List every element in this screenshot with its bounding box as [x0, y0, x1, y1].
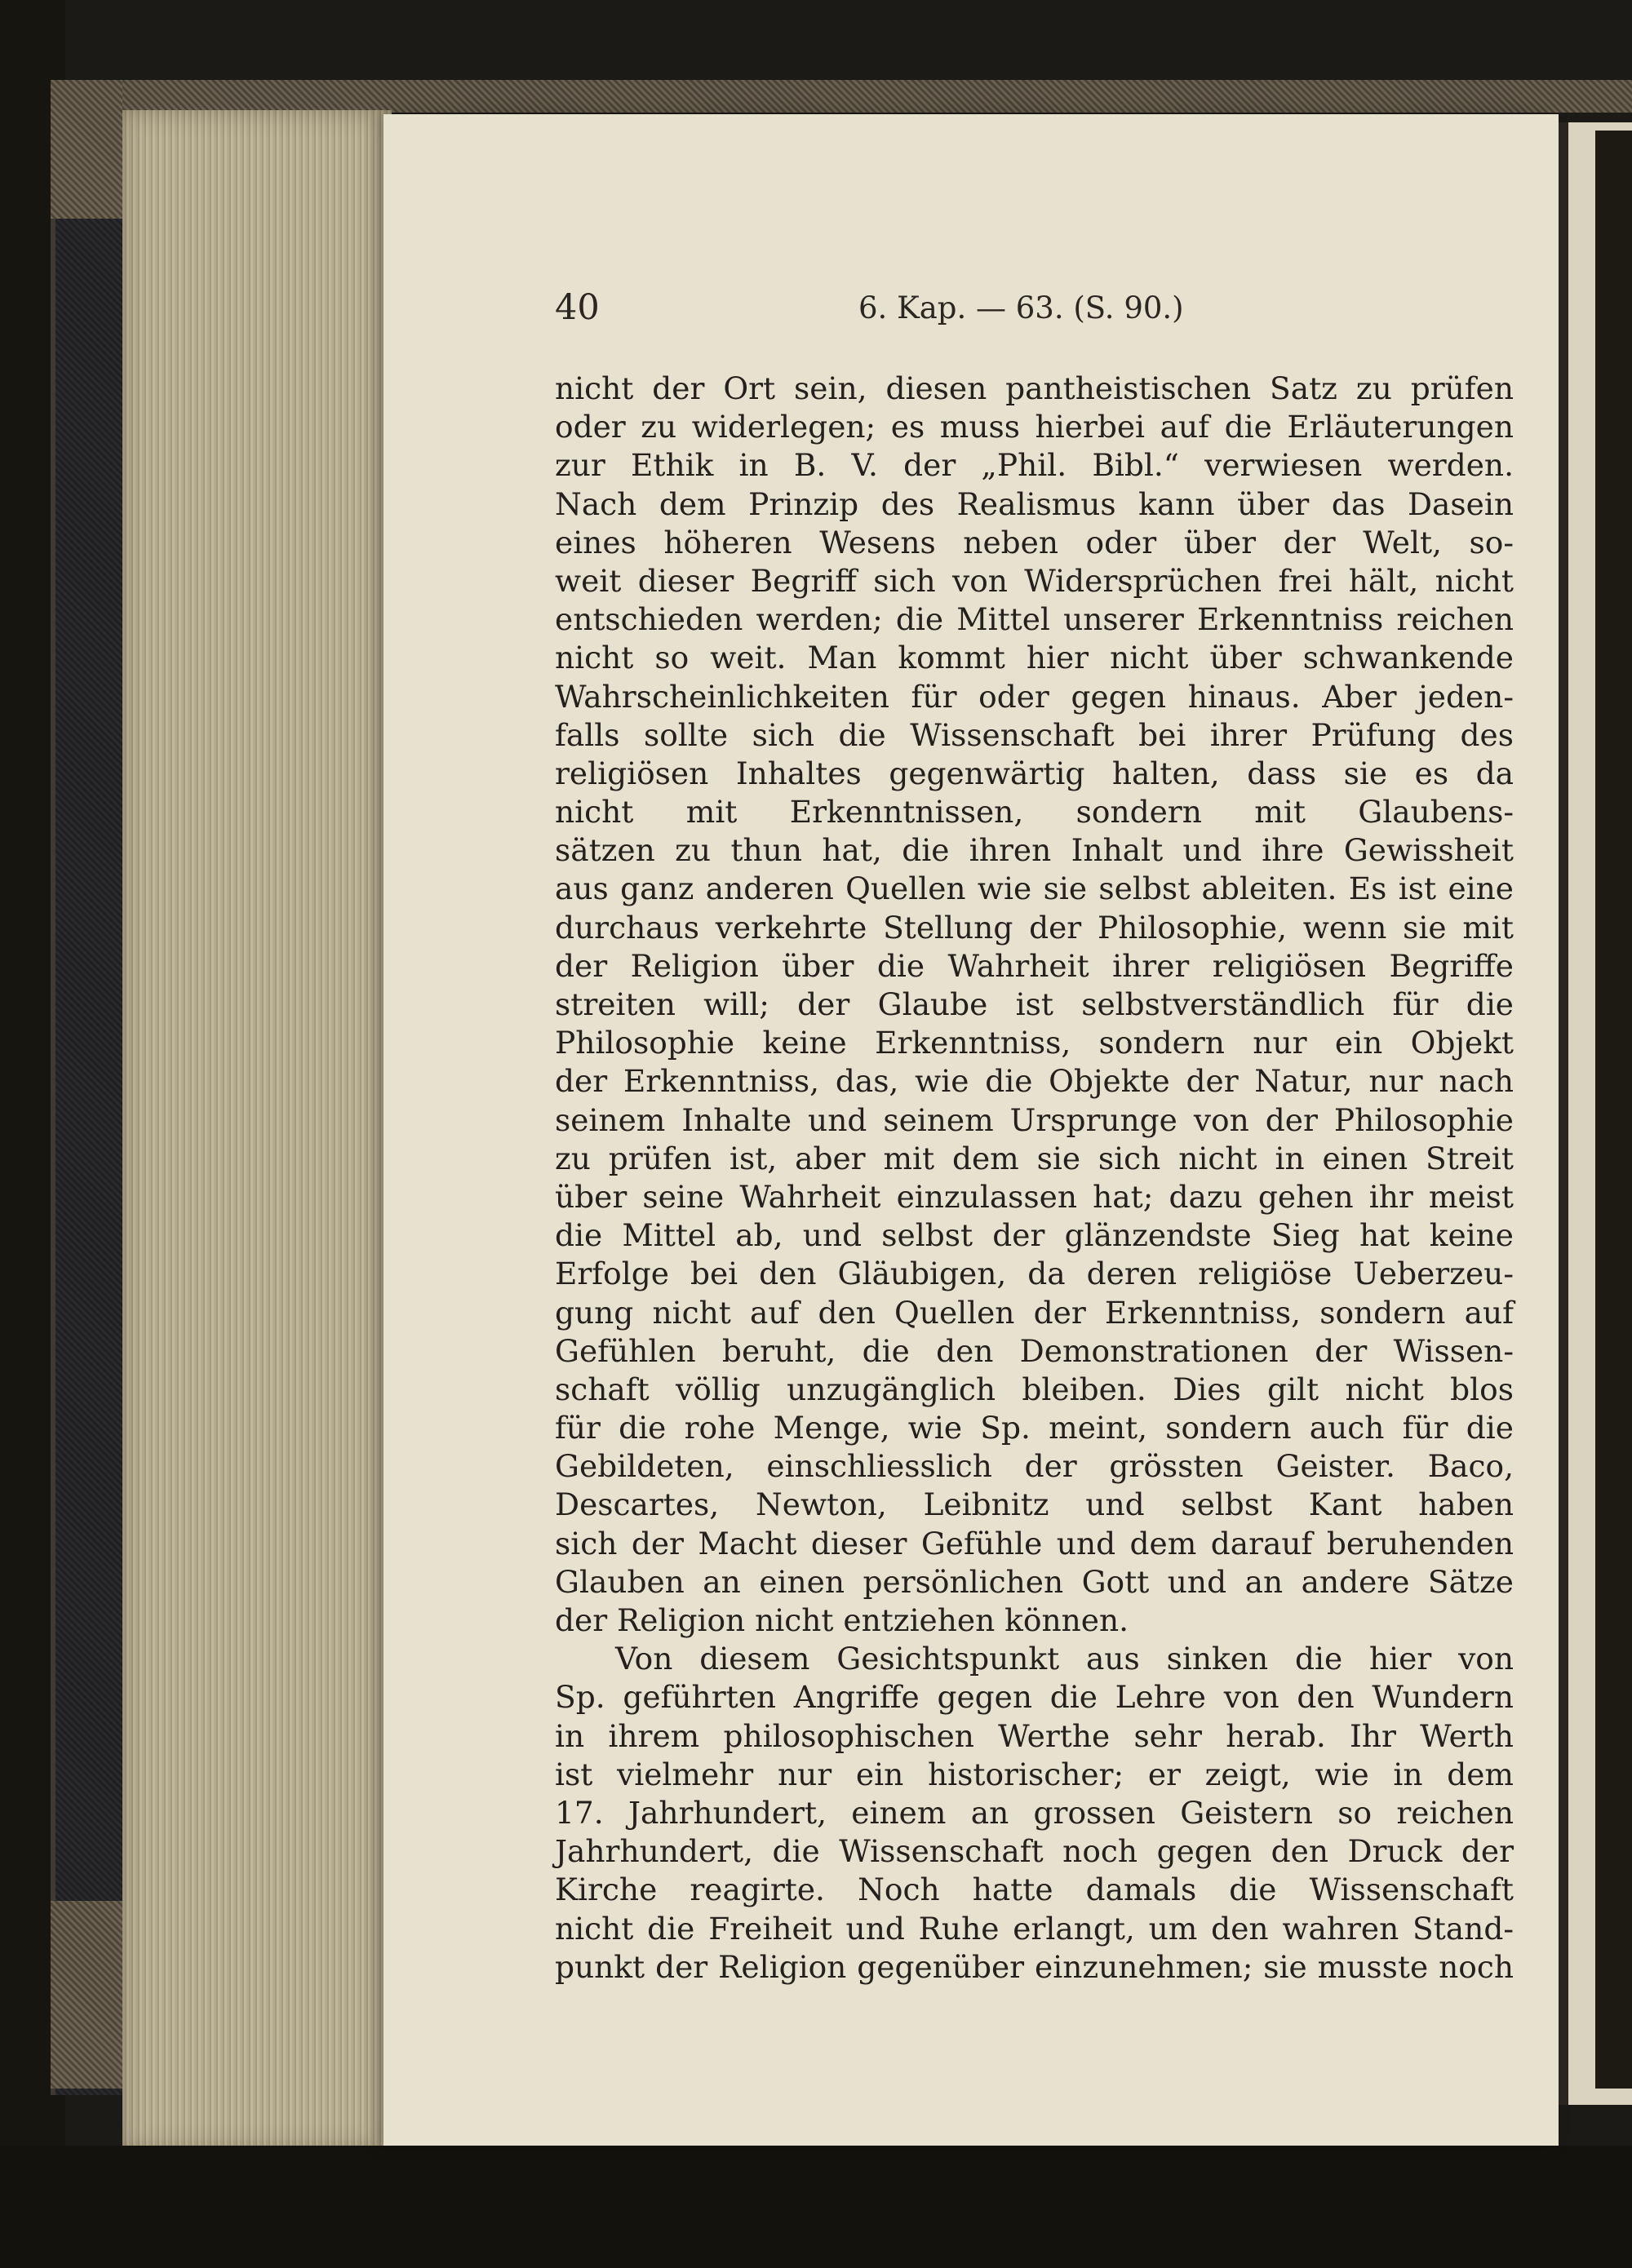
- text-line: streiten will; der Glaube ist selbstverständlich für die: [555, 986, 1514, 1022]
- page-number: 40: [555, 287, 600, 328]
- background-bottom: [0, 2146, 1632, 2268]
- facing-page-shadow: [1595, 131, 1632, 2089]
- running-title: 6. Kap. — 63. (S. 90.): [858, 290, 1184, 326]
- text-line: Jahrhundert, die Wissenschaft noch gegen den Druck der: [555, 1833, 1514, 1870]
- text-line: über seine Wahrheit einzulassen hat; dazu gehen ihr meist: [555, 1178, 1514, 1215]
- text-line: weit dieser Begriff sich von Widersprüchen frei hält, nicht: [555, 562, 1514, 599]
- text-line: gung nicht auf den Quellen der Erkenntniss, sondern auf: [555, 1294, 1514, 1331]
- text-line: Wahrscheinlichkeiten für oder gegen hinaus. Aber jeden-: [555, 678, 1514, 715]
- text-line: zu prüfen ist, aber mit dem sie sich nicht in einen Streit: [555, 1140, 1514, 1176]
- text-line: sich der Macht dieser Gefühle und dem darauf beruhenden: [555, 1525, 1514, 1561]
- page-edges: [122, 110, 392, 2150]
- text-line: Sp. geführten Angriffe gegen die Lehre von den Wundern: [555, 1679, 1514, 1716]
- text-line: durchaus verkehrte Stellung der Philosophie, wenn sie mit: [555, 909, 1514, 946]
- text-line: 17. Jahrhundert, einem an grossen Geistern so reichen: [555, 1794, 1514, 1831]
- paragraph-start-line: Von diesem Gesichtspunkt aus sinken die hier von: [615, 1641, 1514, 1677]
- text-line: für die rohe Menge, wie Sp. meint, sondern auch für die: [555, 1410, 1514, 1446]
- text-line: Glauben an einen persönlichen Gott und an andere Sätze: [555, 1563, 1514, 1600]
- text-line: Erfolge bei den Gläubigen, da deren religiöse Ueberzeu-: [555, 1256, 1514, 1292]
- text-line: nicht der Ort sein, diesen pantheistischen Satz zu prüfen: [555, 370, 1514, 406]
- paragraph-end-line: der Religion nicht entziehen können.: [555, 1602, 1129, 1638]
- text-line: eines höheren Wesens neben oder über der Welt, so-: [555, 524, 1514, 560]
- text-line: Gefühlen beruht, die den Demonstrationen der Wissen-: [555, 1332, 1514, 1369]
- text-line: religiösen Inhaltes gegenwärtig halten, dass sie es da: [555, 755, 1514, 791]
- cover-corner-top: [51, 80, 124, 219]
- text-line: in ihrem philosophischen Werthe sehr herab. Ihr Werth: [555, 1717, 1514, 1754]
- text-line: sätzen zu thun hat, die ihren Inhalt und ihre Gewissheit: [555, 832, 1514, 869]
- page-header: [555, 287, 1518, 336]
- text-line: ist vielmehr nur ein historischer; er zeigt, wie in dem: [555, 1756, 1514, 1792]
- text-line: Philosophie keine Erkenntniss, sondern nur ein Objekt: [555, 1025, 1514, 1061]
- text-line: nicht mit Erkenntnissen, sondern mit Glaubens-: [555, 794, 1514, 831]
- text-line: die Mittel ab, und selbst der glänzendste Sieg hat keine: [555, 1217, 1514, 1254]
- text-line: seinem Inhalte und seinem Ursprunge von der Philosophie: [555, 1101, 1514, 1138]
- text-line: aus ganz anderen Quellen wie sie selbst ableiten. Es ist eine: [555, 870, 1514, 907]
- text-line: Nach dem Prinzip des Realismus kann über das Dasein: [555, 485, 1514, 522]
- text-line: der Religion über die Wahrheit ihrer religiösen Begriffe: [555, 947, 1514, 984]
- text-line: zur Ethik in B. V. der „Phil. Bibl.“ verwiesen werden.: [555, 447, 1514, 484]
- body-text: [555, 370, 1514, 1987]
- text-line: falls sollte sich die Wissenschaft bei ihrer Prüfung des: [555, 716, 1514, 753]
- cover-top-edge: [122, 80, 1632, 113]
- text-line: Descartes, Newton, Leibnitz und selbst Kant haben: [555, 1486, 1514, 1523]
- text-line: nicht die Freiheit und Ruhe erlangt, um den wahren Stand-: [555, 1910, 1514, 1947]
- text-line: oder zu widerlegen; es muss hierbei auf die Erläuterungen: [555, 409, 1514, 445]
- text-line: punkt der Religion gegenüber einzunehmen; sie musste noch: [555, 1948, 1514, 1985]
- text-line: entschieden werden; die Mittel unserer Erkenntniss reichen: [555, 601, 1514, 638]
- text-line: Gebildeten, einschliesslich der grössten Geister. Baco,: [555, 1448, 1514, 1485]
- text-line: Kirche reagirte. Noch hatte damals die Wissenschaft: [555, 1872, 1514, 1908]
- text-line: schaft völlig unzugänglich bleiben. Dies gilt nicht blos: [555, 1371, 1514, 1407]
- text-line: der Erkenntniss, das, wie die Objekte der Natur, nur nach: [555, 1063, 1514, 1100]
- cover-corner-bottom: [51, 1901, 124, 2089]
- text-line: nicht so weit. Man kommt hier nicht über schwankende: [555, 640, 1514, 676]
